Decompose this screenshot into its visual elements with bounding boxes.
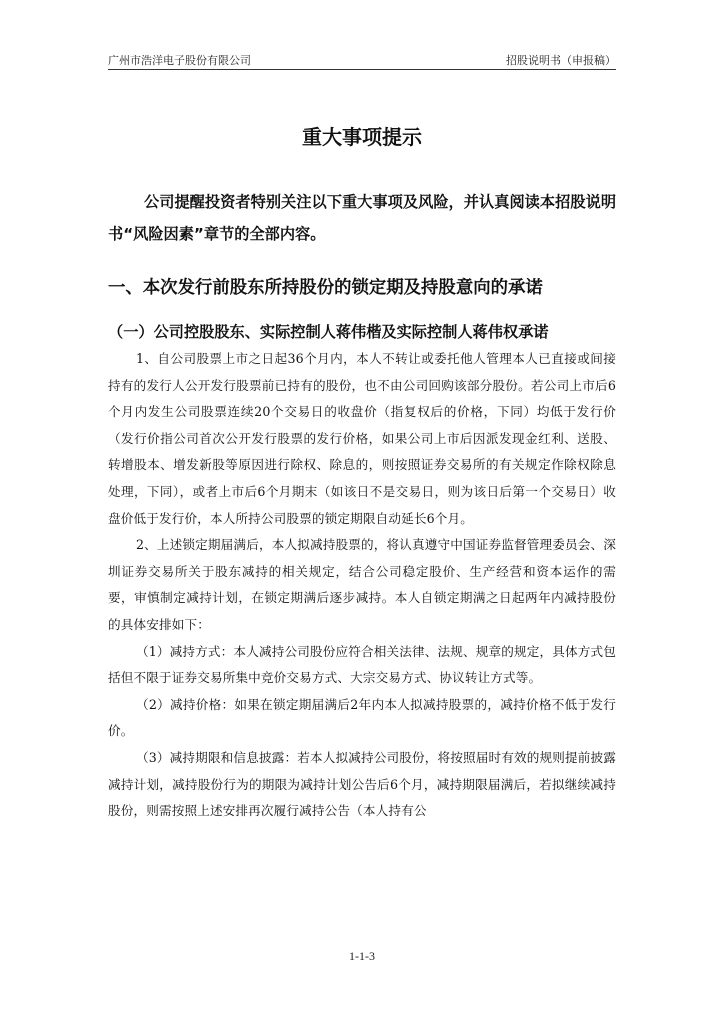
intro-paragraph: 公司提醒投资者特别关注以下重大事项及风险，并认真阅读本招股说明书“风险因素”章节的全部内容。 bbox=[108, 193, 616, 243]
section-heading: 一、本次发行前股东所持股份的锁定期及持股意向的承诺 bbox=[108, 278, 543, 298]
paragraph-reduction-price: （2）减持价格：如果在锁定期届满后2年内本人拟减持股票的，减持价格不低于发行价。 bbox=[108, 696, 616, 739]
header-company-name: 广州市浩洋电子股份有限公司 bbox=[108, 54, 251, 67]
page-header bbox=[108, 53, 616, 69]
page-number: 1-1-3 bbox=[349, 949, 375, 963]
subsection-body bbox=[108, 346, 616, 825]
header-document-type: 招股说明书（申报稿） bbox=[506, 54, 616, 67]
subsection-heading: （一）公司控股股东、实际控制人蒋伟楷及实际控制人蒋伟权承诺 bbox=[108, 323, 549, 341]
paragraph-reduction-disclosure: （3）减持期限和信息披露：若本人拟减持公司股份，将按照届时有效的规则提前披露减持计划，减持股份行为的期限为减持计划公告后6个月，减持期限届满后，若拟继续减持股份，则需按照上述安排再次履行减持公告（本人持有公 bbox=[108, 749, 616, 819]
paragraph-reduction-plan: 2、上述锁定期届满后，本人拟减持股票的，将认真遵守中国证券监督管理委员会、深圳证券交易所关于股东减持的相关规定，结合公司稳定股价、生产经营和资本运作的需要，审慎制定减持计划，在锁定期满后逐步减持。本人自锁定期满之日起两年内减持股份的具体安排如下： bbox=[108, 537, 616, 632]
header-divider bbox=[108, 69, 616, 70]
paragraph-reduction-method: （1）减持方式：本人减持公司股份应符合相关法律、法规、规章的规定，具体方式包括但不限于证券交易所集中竞价交易方式、大宗交易方式、协议转让方式等。 bbox=[108, 643, 616, 686]
page-title: 重大事项提示 bbox=[302, 125, 422, 149]
paragraph-lockup-period: 1、自公司股票上市之日起36个月内，本人不转让或委托他人管理本人已直接或间接持有的发行人公开发行股票前已持有的股份，也不由公司回购该部分股份。若公司上市后6个月内发生公司股票连续20个交易日的收盘价（指复权后的价格，下同）均低于发行价（发行价指公司首次公开发行股票的发行价格，如果公司上市后因派发现金红利、送股、转增股本、增发新股等原因进行除权、除息的，则按照证券交易所的有关规定作除权除息处理，下同），或者上市后6个月期末（如该日不是交易日，则为该日后第一个交易日）收盘价低于发行价，本人所持公司股票的锁定期限自动延长6个月。 bbox=[108, 351, 616, 526]
